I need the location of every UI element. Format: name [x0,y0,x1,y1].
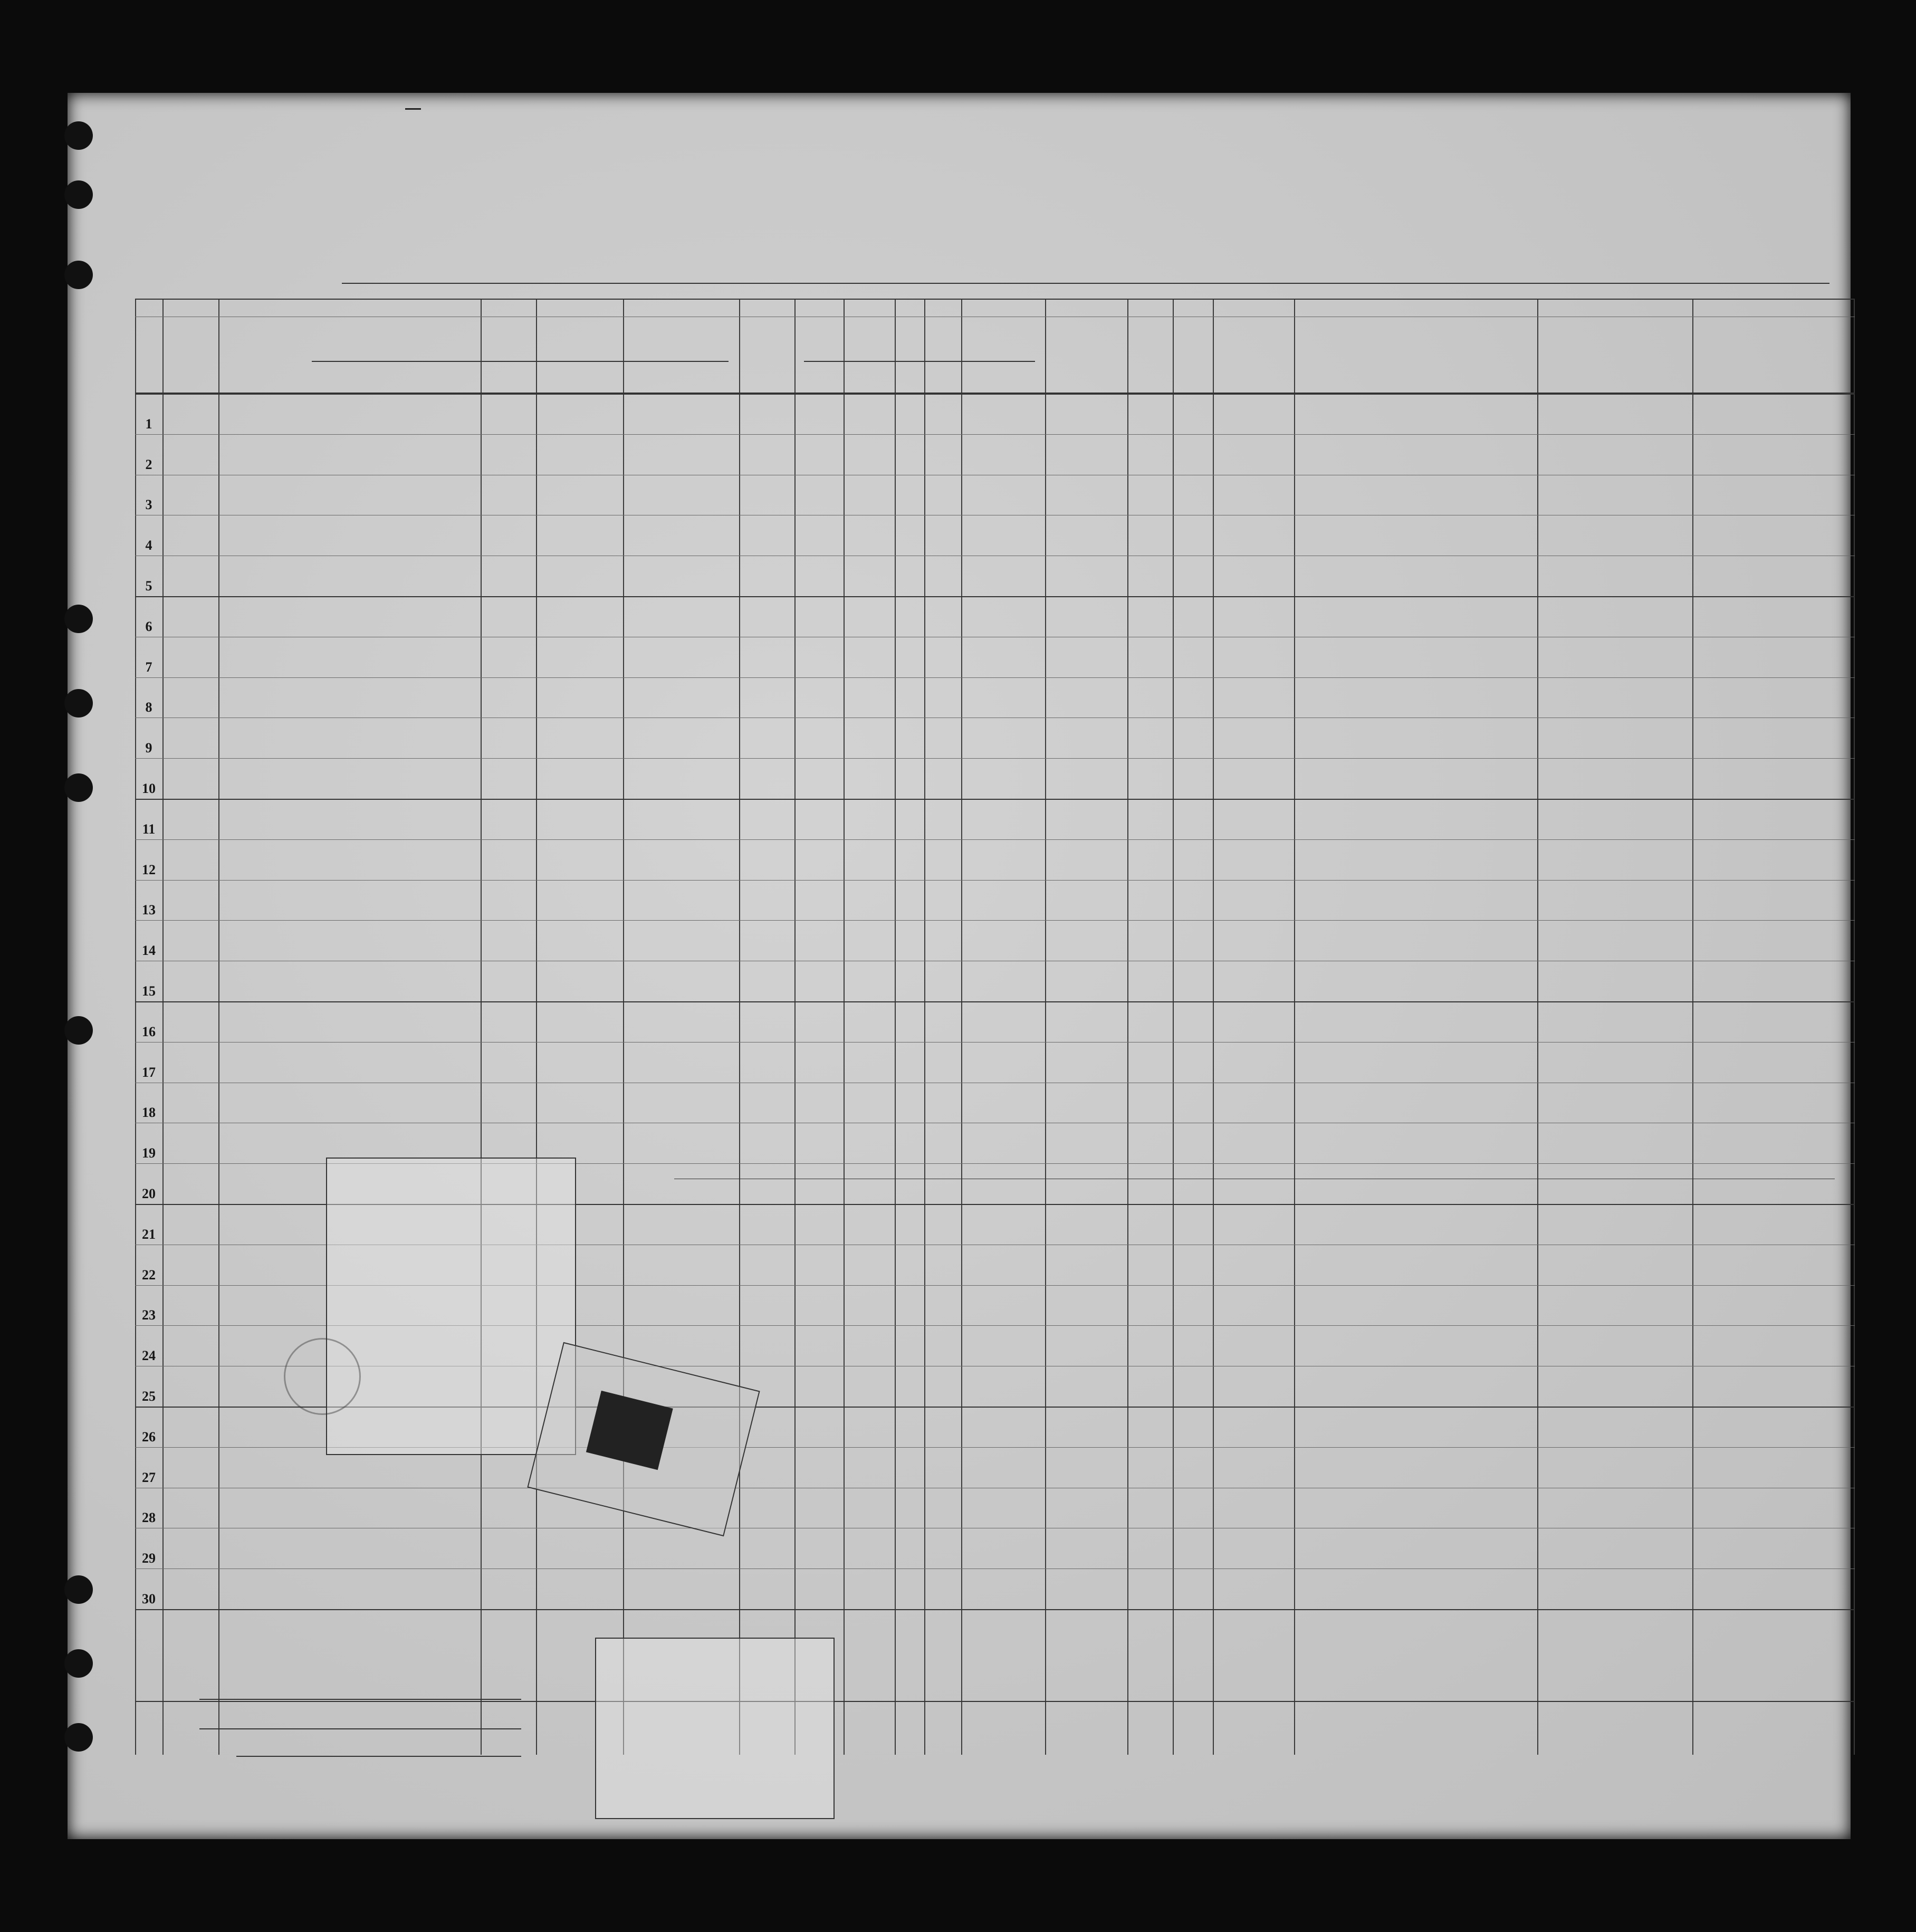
row-number: 2 [145,456,152,472]
form-footer [68,1662,1787,1825]
row-number: 18 [142,1105,156,1121]
punch-hole [64,1575,93,1604]
row-rule [135,434,1855,435]
row-rule [135,1001,1855,1002]
cape-town-consulate-stamp [326,1158,576,1455]
row-number: 28 [142,1510,156,1526]
row-rule [135,920,1855,921]
row-rule [135,799,1855,800]
row-number: 1 [145,416,152,432]
row-number: 6 [145,618,152,634]
row-rule [135,1568,1855,1569]
row-number: 21 [142,1226,156,1242]
punch-hole [64,180,93,209]
row-number: 19 [142,1145,156,1161]
row-number: 8 [145,700,152,715]
vessel-underline [342,283,1829,284]
row-number: 22 [142,1267,156,1283]
row-number: 30 [142,1591,156,1606]
row-number: 23 [142,1307,156,1323]
row-rule [135,839,1855,840]
row-number: 15 [142,983,156,999]
row-number: 17 [142,1064,156,1080]
punch-hole [64,773,93,802]
row-number: 5 [145,578,152,594]
crew-table [135,299,1855,1755]
manifest-sheet [68,93,1851,1839]
row-number: 10 [142,781,156,796]
row-number: 29 [142,1551,156,1566]
row-number: 11 [142,821,156,837]
row-rule [135,596,1855,597]
punch-hole [64,1016,93,1045]
row-rule [135,880,1855,881]
vessel-row [242,259,898,289]
row-rule [135,677,1855,678]
row-number: 3 [145,497,152,513]
row-number: 20 [142,1186,156,1201]
punch-hole [64,605,93,633]
row-number: 16 [142,1024,156,1039]
row-number: 26 [142,1429,156,1445]
round-seal [284,1338,361,1415]
row-rule [135,1609,1855,1610]
row-rule [135,394,1855,395]
row-number: 24 [142,1348,156,1364]
row-number: 14 [142,943,156,959]
punch-hole [64,261,93,289]
bahia-consulate-stamp [595,1638,835,1819]
row-number: 12 [142,862,156,877]
row-rule [135,758,1855,759]
row-number: 7 [145,659,152,675]
row-number: 25 [142,1389,156,1404]
row-number: 9 [145,740,152,756]
punch-hole [64,121,93,150]
punch-hole [64,689,93,718]
fee-stamp [586,1391,673,1470]
row-number: 13 [142,902,156,918]
row-number: 4 [145,538,152,553]
row-number: 27 [142,1469,156,1485]
